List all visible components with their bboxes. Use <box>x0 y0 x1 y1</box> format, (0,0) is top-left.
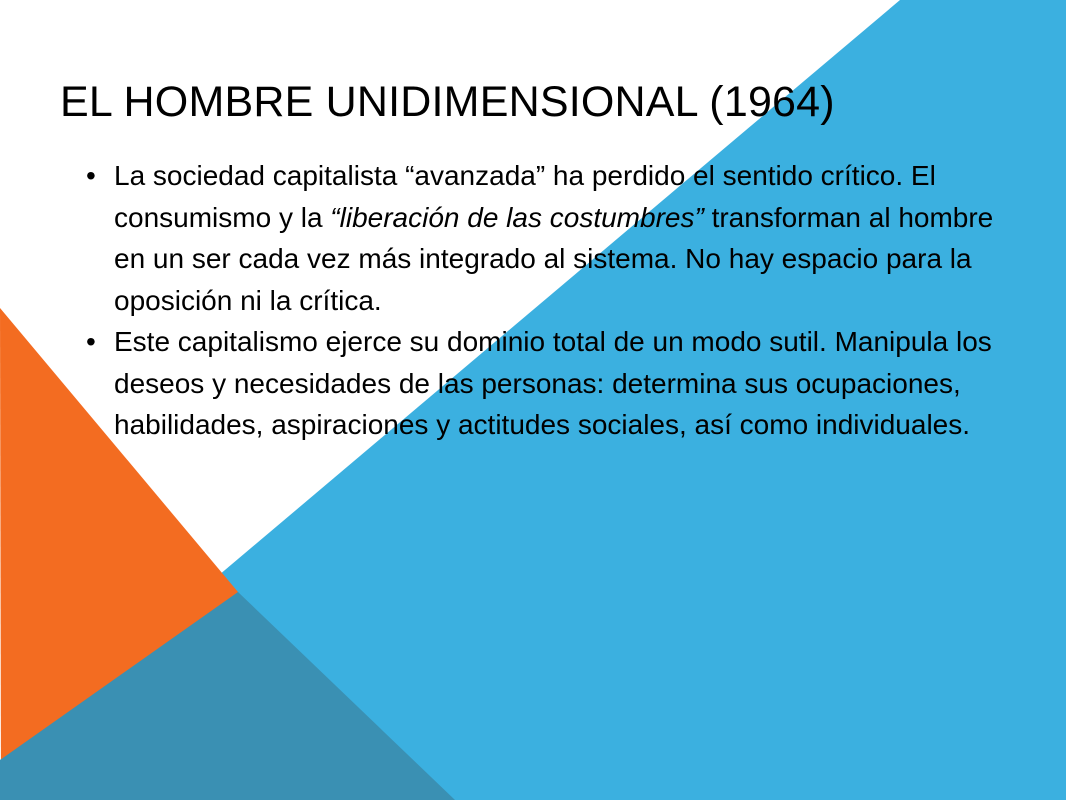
bullet-text-segment: La sociedad capitalista “avanzada” ha perdido el sentido crítico. El consumismo y la <box>114 160 936 233</box>
slide-title: EL HOMBRE UNIDIMENSIONAL (1964) <box>60 78 835 126</box>
bullet-list <box>86 155 996 446</box>
bullet-marker: • <box>86 326 96 357</box>
bullet-text-segment: Este capitalismo ejerce su dominio total de un modo sutil. Manipula los deseos y necesidades de las personas: determina sus ocupaciones, habilidades, aspiraciones y actitudes sociales, así como individuales. <box>114 326 992 440</box>
bullet-text-italic-segment: “liberación de las costumbres” <box>330 201 704 233</box>
bullet-item <box>86 155 996 321</box>
bullet-marker: • <box>86 160 96 191</box>
bullet-item <box>86 321 996 446</box>
bullet-text <box>114 326 992 440</box>
bullet-text-segment: transforman al hombre en un ser cada vez más integrado al sistema. No hay espacio para la oposición ni la crítica. <box>114 201 994 316</box>
bullet-text <box>114 160 993 316</box>
